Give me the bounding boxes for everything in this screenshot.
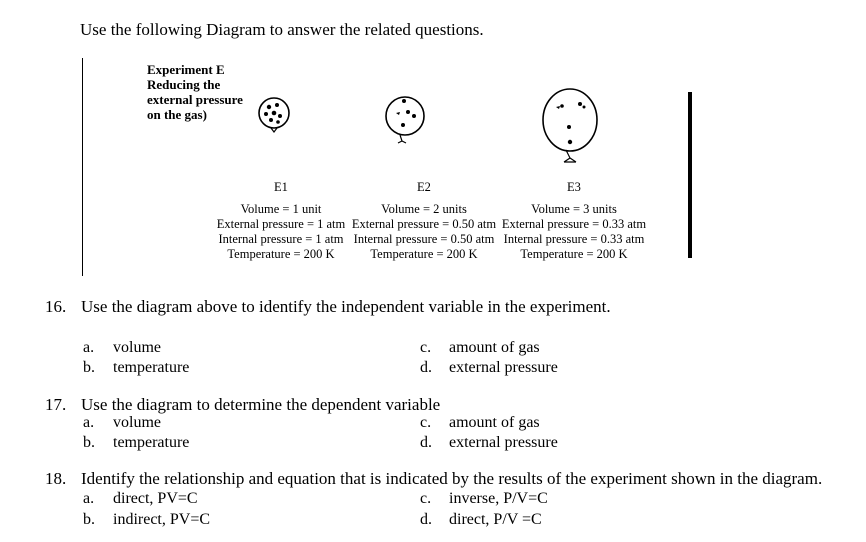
trial-volume: Volume = 2 units (381, 202, 467, 216)
trial-temperature: Temperature = 200 K (227, 247, 335, 261)
option-text[interactable]: external pressure (449, 359, 558, 376)
trial-id: E3 (567, 180, 581, 194)
option-text[interactable]: amount of gas (449, 339, 540, 356)
option-letter: c. (420, 414, 432, 431)
option-text[interactable]: inverse, P/V=C (449, 490, 548, 507)
option-letter: a. (83, 414, 95, 431)
option-text[interactable]: volume (113, 339, 161, 356)
trial-temperature: Temperature = 200 K (520, 247, 628, 261)
question-text: Use the diagram to determine the dependent variable (81, 395, 441, 414)
trial-temperature: Temperature = 200 K (370, 247, 478, 261)
question-number: 16. (45, 297, 67, 316)
option-text[interactable]: temperature (113, 359, 190, 376)
experiment-label-line: on the gas) (147, 107, 207, 122)
trial-caption-e3 (494, 180, 654, 262)
intro-text: Use the following Diagram to answer the related questions. (80, 20, 484, 39)
question-number: 17. (45, 395, 67, 414)
option-text[interactable]: volume (113, 414, 161, 431)
option-letter: b. (83, 511, 95, 528)
trial-internal-pressure: Internal pressure = 0.50 atm (353, 232, 495, 246)
option-letter: d. (420, 434, 432, 451)
option-letter: c. (420, 339, 432, 356)
trial-volume: Volume = 1 unit (240, 202, 322, 216)
balloon-e2-icon (384, 91, 426, 151)
option-letter: c. (420, 490, 432, 507)
question-number: 18. (45, 469, 67, 488)
balloon-e1-icon (257, 94, 291, 138)
experiment-label-line: Reducing the (147, 77, 221, 92)
option-text[interactable]: temperature (113, 434, 190, 451)
option-letter: b. (83, 434, 95, 451)
trial-external-pressure: External pressure = 0.50 atm (351, 217, 497, 231)
trial-external-pressure: External pressure = 0.33 atm (501, 217, 647, 231)
trial-external-pressure: External pressure = 1 atm (216, 217, 346, 231)
option-text[interactable]: direct, P/V =C (449, 511, 542, 528)
question-text: Identify the relationship and equation that is indicated by the results of the experiment shown in the diagram. (81, 469, 823, 488)
option-text[interactable]: external pressure (449, 434, 558, 451)
option-letter: a. (83, 490, 95, 507)
option-letter: b. (83, 359, 95, 376)
option-text[interactable]: amount of gas (449, 414, 540, 431)
experiment-label (147, 62, 247, 122)
balloon-e3-icon (540, 84, 600, 172)
trial-id: E2 (417, 180, 431, 194)
option-letter: d. (420, 359, 432, 376)
figure-left-border (82, 58, 83, 276)
option-text[interactable]: direct, PV=C (113, 490, 198, 507)
option-letter: a. (83, 339, 95, 356)
question-text: Use the diagram above to identify the independent variable in the experiment. (81, 297, 611, 316)
figure-right-border (688, 92, 692, 258)
experiment-label-line: external pressure (147, 92, 243, 107)
trial-caption-e2 (344, 180, 504, 262)
trial-internal-pressure: Internal pressure = 0.33 atm (503, 232, 645, 246)
experiment-label-line: Experiment E (147, 62, 225, 77)
trial-internal-pressure: Internal pressure = 1 atm (218, 232, 344, 246)
trial-id: E1 (274, 180, 288, 194)
trial-volume: Volume = 3 units (531, 202, 617, 216)
option-letter: d. (420, 511, 432, 528)
trial-caption-e1 (201, 180, 361, 262)
option-text[interactable]: indirect, PV=C (113, 511, 211, 528)
